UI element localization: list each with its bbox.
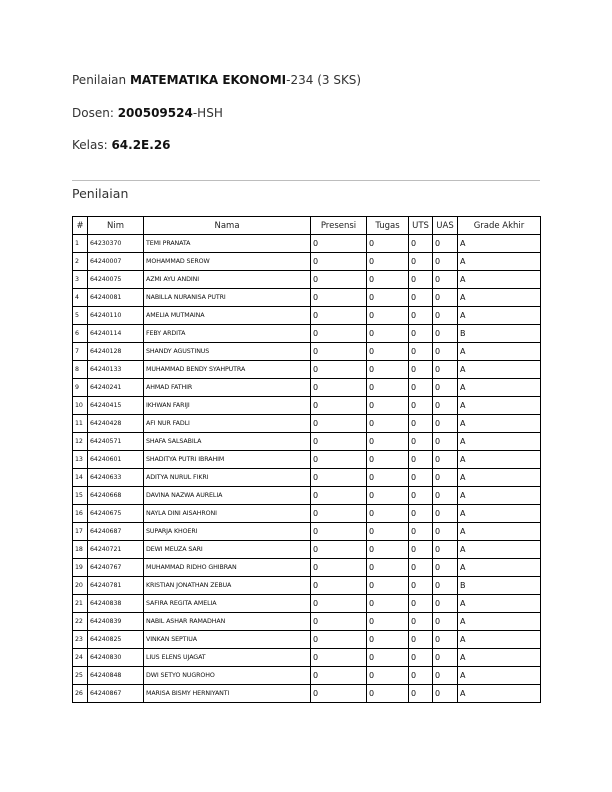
- table-row: [73, 649, 541, 667]
- presensi-cell: 0: [311, 361, 367, 379]
- presensi-cell: 0: [311, 397, 367, 415]
- presensi-cell: 0: [311, 487, 367, 505]
- nama-cell: NABILLA NURANISA PUTRI: [144, 289, 311, 307]
- uts-cell: 0: [409, 559, 433, 577]
- column-header-nim: Nim: [88, 217, 144, 235]
- uts-cell: 0: [409, 631, 433, 649]
- table-row: [73, 523, 541, 541]
- presensi-cell: 0: [311, 613, 367, 631]
- nim-cell: 64240571: [88, 433, 144, 451]
- uts-cell: 0: [409, 379, 433, 397]
- grade-cell: A: [458, 307, 541, 325]
- presensi-cell: 0: [311, 451, 367, 469]
- table-row: [73, 361, 541, 379]
- uts-cell: 0: [409, 469, 433, 487]
- nim-cell: 64240839: [88, 613, 144, 631]
- nama-cell: IKHWAN FARIJI: [144, 397, 311, 415]
- class-prefix: Kelas:: [72, 138, 112, 152]
- column-header-number: #: [73, 217, 88, 235]
- nama-cell: AZMI AYU ANDINI: [144, 271, 311, 289]
- nama-cell: SHADITYA PUTRI IBRAHIM: [144, 451, 311, 469]
- row-number: 24: [73, 649, 88, 667]
- column-header-nama: Nama: [144, 217, 311, 235]
- nim-cell: 64240081: [88, 289, 144, 307]
- row-number: 5: [73, 307, 88, 325]
- uas-cell: 0: [433, 595, 458, 613]
- uts-cell: 0: [409, 415, 433, 433]
- row-number: 13: [73, 451, 88, 469]
- uts-cell: 0: [409, 397, 433, 415]
- row-number: 23: [73, 631, 88, 649]
- table-row: [73, 289, 541, 307]
- course-prefix: Penilaian: [72, 73, 130, 87]
- tugas-cell: 0: [367, 271, 409, 289]
- tugas-cell: 0: [367, 487, 409, 505]
- grade-cell: A: [458, 361, 541, 379]
- grade-cell: A: [458, 433, 541, 451]
- column-header-presensi: Presensi: [311, 217, 367, 235]
- table-row: [73, 307, 541, 325]
- grade-cell: A: [458, 685, 541, 703]
- uts-cell: 0: [409, 523, 433, 541]
- course-line: [72, 73, 361, 87]
- nim-cell: 64240241: [88, 379, 144, 397]
- table-row: [73, 397, 541, 415]
- table-row: [73, 487, 541, 505]
- course-name: MATEMATIKA EKONOMI: [129, 73, 287, 87]
- row-number: 14: [73, 469, 88, 487]
- row-number: 4: [73, 289, 88, 307]
- nama-cell: SUPARJA KHOERI: [144, 523, 311, 541]
- nama-cell: DWI SETYO NUGROHO: [144, 667, 311, 685]
- lecturer-line: [72, 106, 223, 120]
- uts-cell: 0: [409, 271, 433, 289]
- uts-cell: 0: [409, 361, 433, 379]
- nim-cell: 64240601: [88, 451, 144, 469]
- uas-cell: 0: [433, 235, 458, 253]
- nim-cell: 64240721: [88, 541, 144, 559]
- uas-cell: 0: [433, 253, 458, 271]
- presensi-cell: 0: [311, 469, 367, 487]
- tugas-cell: 0: [367, 397, 409, 415]
- uas-cell: 0: [433, 505, 458, 523]
- section-title: Penilaian: [72, 186, 129, 201]
- table-header-row: [73, 217, 541, 235]
- nama-cell: NABIL ASHAR RAMADHAN: [144, 613, 311, 631]
- table-row: [73, 613, 541, 631]
- nim-cell: 64240133: [88, 361, 144, 379]
- grade-cell: A: [458, 613, 541, 631]
- uas-cell: 0: [433, 271, 458, 289]
- nim-cell: 64240687: [88, 523, 144, 541]
- tugas-cell: 0: [367, 523, 409, 541]
- uts-cell: 0: [409, 577, 433, 595]
- row-number: 3: [73, 271, 88, 289]
- row-number: 20: [73, 577, 88, 595]
- tugas-cell: 0: [367, 235, 409, 253]
- nim-cell: 64240110: [88, 307, 144, 325]
- column-header-tugas: Tugas: [367, 217, 409, 235]
- uts-cell: 0: [409, 289, 433, 307]
- uts-cell: 0: [409, 433, 433, 451]
- grade-cell: A: [458, 541, 541, 559]
- uas-cell: 0: [433, 541, 458, 559]
- grade-cell: A: [458, 271, 541, 289]
- nim-cell: 64240633: [88, 469, 144, 487]
- nim-cell: 64240007: [88, 253, 144, 271]
- grade-cell: A: [458, 253, 541, 271]
- nim-cell: 64240767: [88, 559, 144, 577]
- table-row: [73, 505, 541, 523]
- section-divider: [72, 180, 540, 181]
- presensi-cell: 0: [311, 541, 367, 559]
- uas-cell: 0: [433, 631, 458, 649]
- table-row: [73, 379, 541, 397]
- presensi-cell: 0: [311, 595, 367, 613]
- nim-cell: 64240114: [88, 325, 144, 343]
- row-number: 15: [73, 487, 88, 505]
- row-number: 2: [73, 253, 88, 271]
- presensi-cell: 0: [311, 559, 367, 577]
- nama-cell: TEMI PRANATA: [144, 235, 311, 253]
- nama-cell: MUHAMMAD BENDY SYAHPUTRA: [144, 361, 311, 379]
- tugas-cell: 0: [367, 667, 409, 685]
- uts-cell: 0: [409, 307, 433, 325]
- tugas-cell: 0: [367, 379, 409, 397]
- uas-cell: 0: [433, 361, 458, 379]
- table-row: [73, 343, 541, 361]
- lecturer-suffix: -HSH: [192, 106, 223, 120]
- presensi-cell: 0: [311, 505, 367, 523]
- row-number: 22: [73, 613, 88, 631]
- row-number: 8: [73, 361, 88, 379]
- grade-cell: A: [458, 289, 541, 307]
- presensi-cell: 0: [311, 271, 367, 289]
- tugas-cell: 0: [367, 307, 409, 325]
- table-row: [73, 631, 541, 649]
- nama-cell: SHAFA SALSABILA: [144, 433, 311, 451]
- uas-cell: 0: [433, 577, 458, 595]
- table-row: [73, 541, 541, 559]
- uts-cell: 0: [409, 667, 433, 685]
- column-header-uas: UAS: [433, 217, 458, 235]
- presensi-cell: 0: [311, 631, 367, 649]
- tugas-cell: 0: [367, 577, 409, 595]
- table-row: [73, 667, 541, 685]
- nim-cell: 64240675: [88, 505, 144, 523]
- nama-cell: FEBY ARDITA: [144, 325, 311, 343]
- uts-cell: 0: [409, 487, 433, 505]
- class-line: [72, 138, 171, 152]
- table-row: [73, 415, 541, 433]
- row-number: 7: [73, 343, 88, 361]
- grade-cell: A: [458, 523, 541, 541]
- nim-cell: 64230370: [88, 235, 144, 253]
- grade-cell: A: [458, 397, 541, 415]
- nama-cell: SHANDY AGUSTINUS: [144, 343, 311, 361]
- nama-cell: MUHAMMAD RIDHO GHIBRAN: [144, 559, 311, 577]
- uas-cell: 0: [433, 685, 458, 703]
- presensi-cell: 0: [311, 253, 367, 271]
- row-number: 9: [73, 379, 88, 397]
- class-code: 64.2E.26: [111, 138, 171, 152]
- nama-cell: KRISTIAN JONATHAN ZEBUA: [144, 577, 311, 595]
- nim-cell: 64240415: [88, 397, 144, 415]
- table-row: [73, 451, 541, 469]
- presensi-cell: 0: [311, 649, 367, 667]
- row-number: 1: [73, 235, 88, 253]
- nim-cell: 64240848: [88, 667, 144, 685]
- table-row: [73, 325, 541, 343]
- grade-cell: A: [458, 667, 541, 685]
- row-number: 11: [73, 415, 88, 433]
- nim-cell: 64240128: [88, 343, 144, 361]
- nim-cell: 64240668: [88, 487, 144, 505]
- presensi-cell: 0: [311, 343, 367, 361]
- tugas-cell: 0: [367, 451, 409, 469]
- presensi-cell: 0: [311, 685, 367, 703]
- lecturer-prefix: Dosen:: [72, 106, 118, 120]
- grade-cell: A: [458, 649, 541, 667]
- uts-cell: 0: [409, 451, 433, 469]
- course-suffix: -234 (3 SKS): [286, 73, 362, 87]
- presensi-cell: 0: [311, 307, 367, 325]
- nama-cell: MOHAMMAD SEROW: [144, 253, 311, 271]
- tugas-cell: 0: [367, 613, 409, 631]
- grade-cell: A: [458, 343, 541, 361]
- table-body: [73, 235, 541, 703]
- table-row: [73, 577, 541, 595]
- table-row: [73, 433, 541, 451]
- uts-cell: 0: [409, 595, 433, 613]
- uas-cell: 0: [433, 667, 458, 685]
- tugas-cell: 0: [367, 469, 409, 487]
- nim-cell: 64240867: [88, 685, 144, 703]
- row-number: 25: [73, 667, 88, 685]
- uas-cell: 0: [433, 379, 458, 397]
- tugas-cell: 0: [367, 343, 409, 361]
- row-number: 19: [73, 559, 88, 577]
- table-row: [73, 685, 541, 703]
- nim-cell: 64240781: [88, 577, 144, 595]
- tugas-cell: 0: [367, 253, 409, 271]
- uas-cell: 0: [433, 343, 458, 361]
- uas-cell: 0: [433, 325, 458, 343]
- uas-cell: 0: [433, 307, 458, 325]
- nama-cell: MARISA BISMY HERNIYANTI: [144, 685, 311, 703]
- column-header-grade: Grade Akhir: [458, 217, 541, 235]
- uts-cell: 0: [409, 253, 433, 271]
- tugas-cell: 0: [367, 361, 409, 379]
- column-header-uts: UTS: [409, 217, 433, 235]
- tugas-cell: 0: [367, 595, 409, 613]
- table-row: [73, 595, 541, 613]
- row-number: 21: [73, 595, 88, 613]
- nama-cell: LIUS ELENS UJAGAT: [144, 649, 311, 667]
- tugas-cell: 0: [367, 631, 409, 649]
- table-row: [73, 253, 541, 271]
- presensi-cell: 0: [311, 289, 367, 307]
- tugas-cell: 0: [367, 325, 409, 343]
- grade-cell: A: [458, 415, 541, 433]
- row-number: 10: [73, 397, 88, 415]
- grade-cell: A: [458, 505, 541, 523]
- row-number: 26: [73, 685, 88, 703]
- grade-cell: A: [458, 559, 541, 577]
- nama-cell: AHMAD FATHIR: [144, 379, 311, 397]
- nim-cell: 64240075: [88, 271, 144, 289]
- uts-cell: 0: [409, 649, 433, 667]
- table-row: [73, 271, 541, 289]
- row-number: 6: [73, 325, 88, 343]
- uas-cell: 0: [433, 289, 458, 307]
- presensi-cell: 0: [311, 325, 367, 343]
- row-number: 16: [73, 505, 88, 523]
- presensi-cell: 0: [311, 235, 367, 253]
- uts-cell: 0: [409, 325, 433, 343]
- grade-cell: A: [458, 487, 541, 505]
- tugas-cell: 0: [367, 541, 409, 559]
- tugas-cell: 0: [367, 649, 409, 667]
- uas-cell: 0: [433, 487, 458, 505]
- uts-cell: 0: [409, 505, 433, 523]
- presensi-cell: 0: [311, 433, 367, 451]
- nim-cell: 64240838: [88, 595, 144, 613]
- uts-cell: 0: [409, 343, 433, 361]
- lecturer-id: 200509524: [117, 106, 193, 120]
- presensi-cell: 0: [311, 667, 367, 685]
- tugas-cell: 0: [367, 559, 409, 577]
- uas-cell: 0: [433, 451, 458, 469]
- presensi-cell: 0: [311, 415, 367, 433]
- grade-cell: A: [458, 595, 541, 613]
- tugas-cell: 0: [367, 685, 409, 703]
- tugas-cell: 0: [367, 415, 409, 433]
- nama-cell: DEWI MEUZA SARI: [144, 541, 311, 559]
- nim-cell: 64240428: [88, 415, 144, 433]
- tugas-cell: 0: [367, 505, 409, 523]
- uas-cell: 0: [433, 469, 458, 487]
- uas-cell: 0: [433, 433, 458, 451]
- uas-cell: 0: [433, 613, 458, 631]
- grade-cell: A: [458, 469, 541, 487]
- uas-cell: 0: [433, 559, 458, 577]
- table-row: [73, 235, 541, 253]
- tugas-cell: 0: [367, 433, 409, 451]
- nama-cell: DAVINA NAZWA AURELIA: [144, 487, 311, 505]
- presensi-cell: 0: [311, 577, 367, 595]
- uts-cell: 0: [409, 685, 433, 703]
- row-number: 17: [73, 523, 88, 541]
- tugas-cell: 0: [367, 289, 409, 307]
- uas-cell: 0: [433, 415, 458, 433]
- uts-cell: 0: [409, 541, 433, 559]
- row-number: 12: [73, 433, 88, 451]
- presensi-cell: 0: [311, 379, 367, 397]
- nama-cell: AMELIA MUTMAINA: [144, 307, 311, 325]
- table-row: [73, 559, 541, 577]
- grade-cell: B: [458, 577, 541, 595]
- nama-cell: ADITYA NURUL FIKRI: [144, 469, 311, 487]
- nama-cell: NAYLA DINI AISAHRONI: [144, 505, 311, 523]
- grade-cell: A: [458, 631, 541, 649]
- uas-cell: 0: [433, 649, 458, 667]
- grade-cell: A: [458, 379, 541, 397]
- grade-cell: A: [458, 451, 541, 469]
- uas-cell: 0: [433, 397, 458, 415]
- uas-cell: 0: [433, 523, 458, 541]
- nama-cell: AFI NUR FADLI: [144, 415, 311, 433]
- grade-cell: A: [458, 235, 541, 253]
- nim-cell: 64240830: [88, 649, 144, 667]
- uts-cell: 0: [409, 613, 433, 631]
- table-row: [73, 469, 541, 487]
- grade-cell: B: [458, 325, 541, 343]
- nama-cell: SAFIRA REGITA AMELIA: [144, 595, 311, 613]
- nim-cell: 64240825: [88, 631, 144, 649]
- nama-cell: VINKAN SEPTIUA: [144, 631, 311, 649]
- presensi-cell: 0: [311, 523, 367, 541]
- row-number: 18: [73, 541, 88, 559]
- uts-cell: 0: [409, 235, 433, 253]
- grades-table: [72, 216, 541, 703]
